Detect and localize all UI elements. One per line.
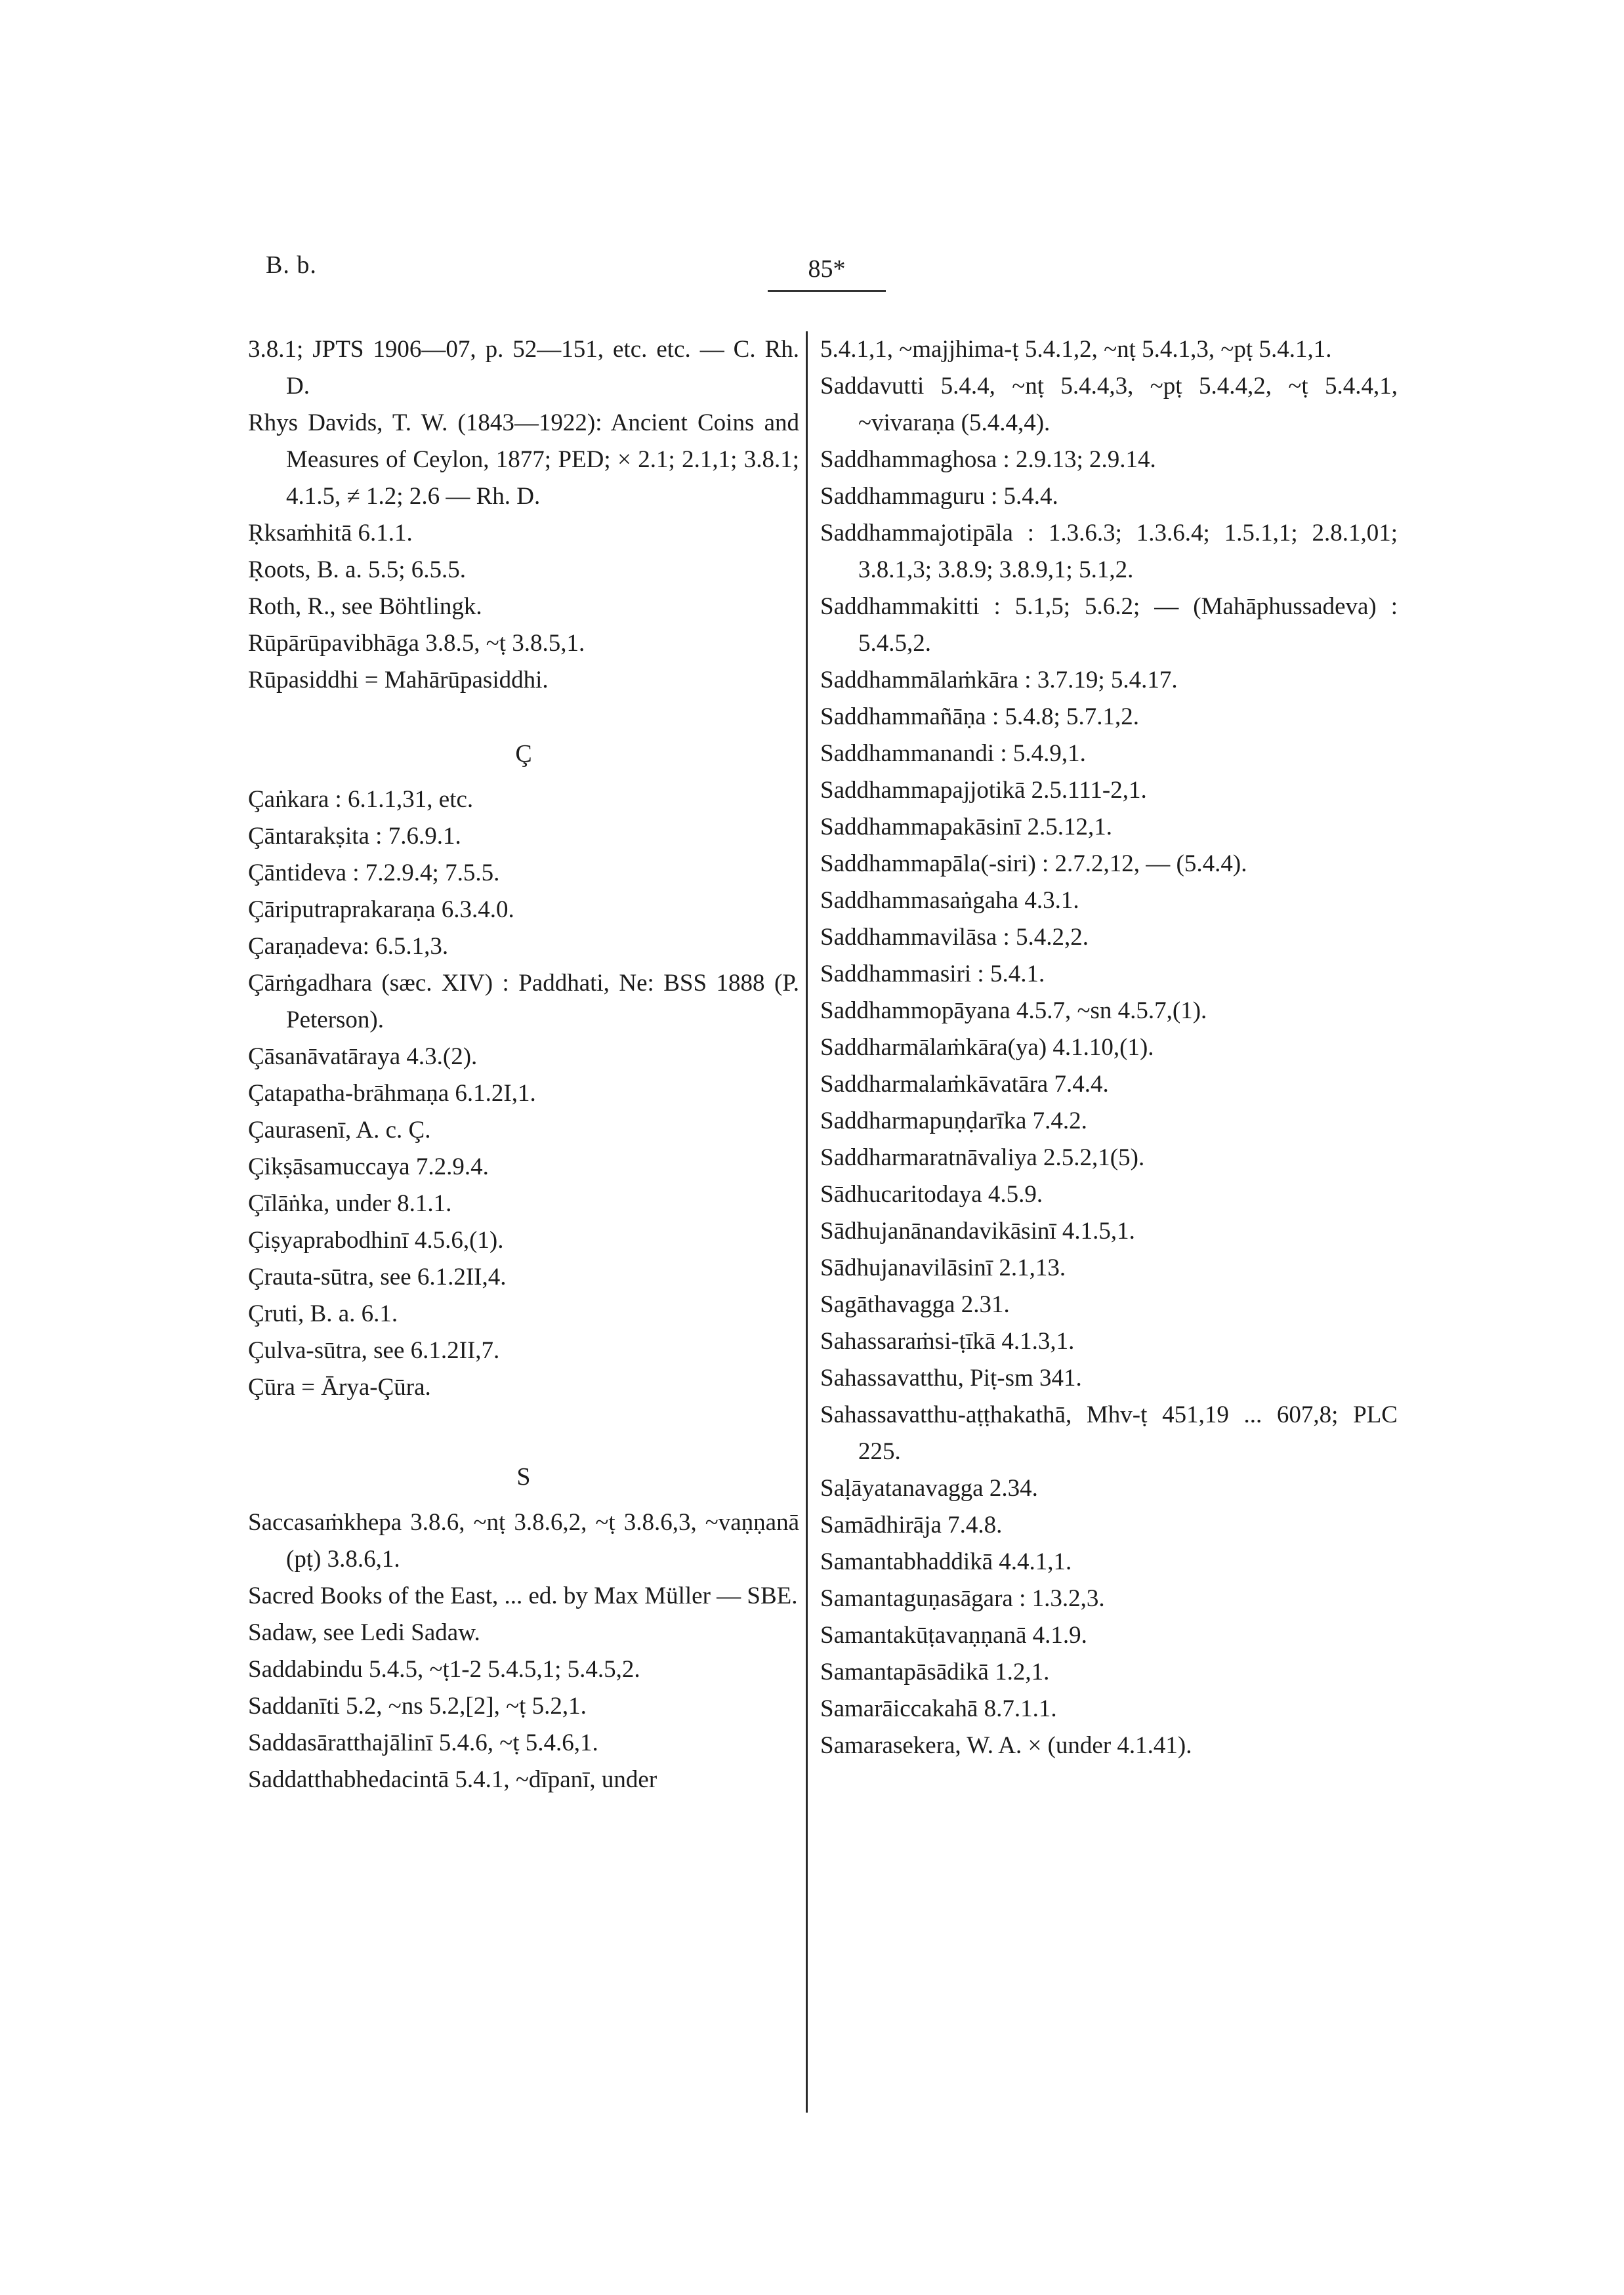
index-entry: Saddabindu 5.4.5, ~ṭ1-2 5.4.5,1; 5.4.5,2. <box>248 1656 640 1683</box>
left-column <box>248 331 799 1798</box>
index-entry: Çaṅkara : 6.1.1,31, etc. <box>248 786 474 813</box>
section-heading-c: Ç <box>515 740 532 768</box>
index-entry: Samantabhaddikā 4.4.1,1. <box>820 1548 1072 1575</box>
index-entry: Çāriputraprakaraṇa 6.3.4.0. <box>248 896 514 923</box>
index-entry: 3.8.1; JPTS 1906—07, p. 52—151, etc. etc. — C. Rh. D. <box>248 336 799 400</box>
index-entry: Sahassavatthu-aṭṭhakathā, Mhv-ṭ 451,19 ... 607,8; PLC 225. <box>820 1401 1398 1465</box>
index-entry: Çārṅgadhara (sæc. XIV) : Paddhati, Ne: BSS 1888 (P. Peterson). <box>248 970 799 1033</box>
running-head: B. b. <box>266 251 317 279</box>
index-entry: Çruti, B. a. 6.1. <box>248 1300 398 1327</box>
index-entry: Samādhirāja 7.4.8. <box>820 1512 1003 1539</box>
index-entry: Saddhammakitti : 5.1,5; 5.6.2; — (Mahāphussadeva) : 5.4.5,2. <box>820 593 1398 657</box>
index-entry: Çīlāṅka, under 8.1.1. <box>248 1190 452 1217</box>
index-entry: Rūpārūpavibhāga 3.8.5, ~ṭ 3.8.5,1. <box>248 630 585 657</box>
index-entry: Saccasaṁkhepa 3.8.6, ~nṭ 3.8.6,2, ~ṭ 3.8.6,3, ~vaṇṇanā (pṭ) 3.8.6,1. <box>248 1509 799 1573</box>
index-entry: Çāsanāvatāraya 4.3.(2). <box>248 1043 478 1070</box>
index-entry: Saddhammañāṇa : 5.4.8; 5.7.1,2. <box>820 703 1140 730</box>
index-entry: Saddhammasiri : 5.4.1. <box>820 961 1045 987</box>
index-entry: Saddatthabhedacintā 5.4.1, ~dīpanī, under <box>248 1766 657 1793</box>
index-entry: Saddharmālaṁkāra(ya) 4.1.10,(1). <box>820 1034 1154 1061</box>
index-entry: Ṛksaṁhitā 6.1.1. <box>248 520 413 547</box>
index-entry: Çāntideva : 7.2.9.4; 7.5.5. <box>248 859 500 886</box>
index-entry: Samantaguṇasāgara : 1.3.2,3. <box>820 1585 1105 1612</box>
index-entry: Saddasāratthajālinī 5.4.6, ~ṭ 5.4.6,1. <box>248 1729 598 1756</box>
index-entry: Sadaw, see Ledi Sadaw. <box>248 1619 480 1646</box>
index-entry: Saḷāyatanavagga 2.34. <box>820 1475 1038 1502</box>
index-entry: Sagāthavagga 2.31. <box>820 1291 1010 1318</box>
index-entry: Samarasekera, W. A. × (under 4.1.41). <box>820 1732 1192 1759</box>
index-entry: Saddhammapāla(-siri) : 2.7.2,12, — (5.4.4). <box>820 850 1247 877</box>
index-entry: Saddharmapuṇḍarīka 7.4.2. <box>820 1107 1087 1134</box>
column-divider <box>806 331 808 2113</box>
index-entry: Çāntarakṣita : 7.6.9.1. <box>248 823 461 850</box>
index-entry: Saddhammapajjotikā 2.5.111-2,1. <box>820 777 1147 804</box>
index-entry: Sādhujanavilāsinī 2.1,13. <box>820 1254 1066 1281</box>
index-entry: 5.4.1,1, ~majjhima-ṭ 5.4.1,2, ~nṭ 5.4.1,3, ~pṭ 5.4.1,1. <box>820 336 1332 363</box>
index-entry: Çulva-sūtra, see 6.1.2II,7. <box>248 1337 500 1364</box>
index-entry: Samantapāsādikā 1.2,1. <box>820 1659 1050 1685</box>
index-entry: Saddharmalaṁkāvatāra 7.4.4. <box>820 1071 1109 1098</box>
index-entry: Saddavutti 5.4.4, ~nṭ 5.4.4,3, ~pṭ 5.4.4,2, ~ṭ 5.4.4,1, ~vivaraṇa (5.4.4,4). <box>820 373 1398 436</box>
index-entry: Saddhammālaṁkāra : 3.7.19; 5.4.17. <box>820 667 1178 693</box>
index-entry: Saddhammajotipāla : 1.3.6.3; 1.3.6.4; 1.5.1,1; 2.8.1,01; 3.8.1,3; 3.8.9; 3.8.9,1; 5.1,2. <box>820 520 1398 583</box>
index-entry: Samantakūṭavaṇṇanā 4.1.9. <box>820 1622 1087 1649</box>
index-entry: Rhys Davids, T. W. (1843—1922): Ancient Coins and Measures of Ceylon, 1877; PED; × 2.1; 2.1,1; 3.8.1; 4.1.5, ≠ 1.2; 2.6 — Rh. D. <box>248 409 799 510</box>
index-entry: Saddhammapakāsinī 2.5.12,1. <box>820 814 1112 840</box>
index-entry: Ṛoots, B. a. 5.5; 6.5.5. <box>248 556 466 583</box>
index-entry: Saddhammanandi : 5.4.9,1. <box>820 740 1086 767</box>
index-entry: Rūpasiddhi = Mahārūpasiddhi. <box>248 667 549 693</box>
entry-group-c <box>248 781 799 1406</box>
index-entry: Saddharmaratnāvaliya 2.5.2,1(5). <box>820 1144 1145 1171</box>
index-entry: Çūra = Ārya-Çūra. <box>248 1374 431 1401</box>
index-entry: Çaraṇadeva: 6.5.1,3. <box>248 933 449 960</box>
index-entry: Sādhujanānandavikāsinī 4.1.5,1. <box>820 1218 1135 1245</box>
index-entry: Saddhammasaṅgaha 4.3.1. <box>820 887 1079 914</box>
index-entry: Sādhucaritodaya 4.5.9. <box>820 1181 1043 1208</box>
index-entry: Samarāiccakahā 8.7.1.1. <box>820 1695 1057 1722</box>
index-entry: Saddhammopāyana 4.5.7, ~sn 4.5.7,(1). <box>820 997 1207 1024</box>
index-entry: Çatapatha-brāhmaṇa 6.1.2I,1. <box>248 1080 536 1107</box>
index-entry: Saddhammaghosa : 2.9.13; 2.9.14. <box>820 446 1156 473</box>
right-column <box>820 331 1398 1764</box>
page-number: 85* <box>768 255 886 292</box>
section-heading-s: S <box>516 1463 531 1491</box>
entry-group-r <box>248 331 799 699</box>
index-entry: Çikṣāsamuccaya 7.2.9.4. <box>248 1153 489 1180</box>
index-entry: Saddhammaguru : 5.4.4. <box>820 483 1058 510</box>
index-entry: Çaurasenī, A. c. Ç. <box>248 1117 431 1144</box>
index-entry: Saddanīti 5.2, ~ns 5.2,[2], ~ṭ 5.2,1. <box>248 1693 587 1720</box>
index-entry: Sacred Books of the East, ... ed. by Max Müller — SBE. <box>248 1582 798 1609</box>
entry-group-s <box>248 1504 799 1798</box>
index-entry: Saddhammavilāsa : 5.4.2,2. <box>820 924 1089 951</box>
index-entry: Roth, R., see Böhtlingk. <box>248 593 482 620</box>
index-entry: Çrauta-sūtra, see 6.1.2II,4. <box>248 1264 507 1291</box>
index-entry: Sahassavatthu, Piṭ-sm 341. <box>820 1365 1082 1392</box>
index-entry: Sahassaraṁsi-ṭīkā 4.1.3,1. <box>820 1328 1075 1355</box>
index-entry: Çiṣyaprabodhinī 4.5.6,(1). <box>248 1227 504 1254</box>
